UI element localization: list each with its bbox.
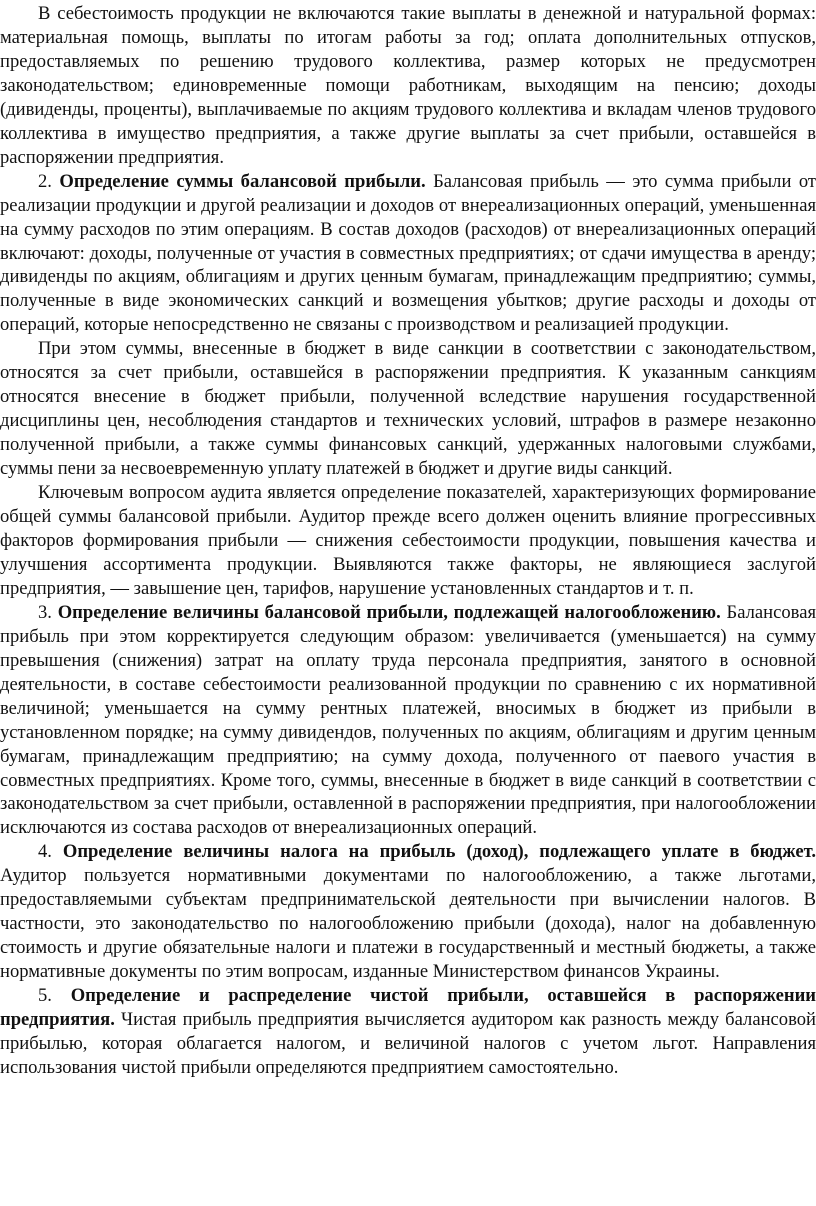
paragraph-text: Балансовая прибыль — это сумма прибыли от реализации продукции и другой реализации и доходов от внереализационных операций, уменьшенная на сумму расходов по этим операциям. В состав доходов (расходов) от внереализационных операций включают: доходы, полученные от участия в совместных предприятиях; от сдачи имущества в аренду; дивиденды по акциям, облигациям и других ценным бумагам, принадлежащим предприятию; суммы, полученные в виде экономических санкций и возмещения убытков; другие расходы и доходы от операций, которые непосредственно не связаны с производством и реализацией продукции. — [0, 170, 816, 336]
section-number: 3. — [38, 601, 58, 623]
paragraph-text: Чистая прибыль предприятия вычисляется аудитором как разность между балансовой прибылью, которая облагается налогом, и величиной налогов с учетом льгот. Направления использования чистой прибыли определяются предприятием самостоятельно. — [0, 1009, 816, 1078]
paragraph-section-5 — [0, 984, 816, 1080]
paragraph-cost-exclusions — [0, 2, 816, 170]
section-heading: Определение величины балансовой прибыли, подлежащей налогообложению. — [57, 601, 721, 623]
paragraph-text: Балансовая прибыль при этом корректируется следующим образом: увеличивается (уменьшается) на сумму превышения (снижения) затрат на оплату труда персонала предприятия, занятого в основной деятельности, в составе себестоимости реализованной продукции по сравнению с их нормативной величиной; уменьшается на сумму рентных платежей, вносимых в бюджет из прибыли в установленном порядке; на сумму дивидендов, полученных по акциям, облигациям и другим ценным бумагам, принадлежащим предприятию; на сумму дохода, полученного от паевого участия в совместных предприятиях. Кроме того, суммы, внесенные в бюджет в виде санкций в соответствии с законодательством за счет прибыли, оставленной в распоряжении предприятия, при налогообложении исключаются из состава расходов от внереализационных операций. — [0, 601, 816, 839]
paragraph-sanctions — [0, 337, 816, 481]
paragraph-section-3 — [0, 601, 816, 841]
paragraph-text: Аудитор пользуется нормативными документами по налогообложению, а также льготами, предоставляемыми субъектам предпринимательской деятельности при вычислении налогов. В частности, это законодательство по налогообложению прибыли (дохода), налог на добавленную стоимость и другие обязательные налоги и платежи в государственный и местный бюджеты, а также нормативные документы по этим вопросам, изданные Министерством финансов Украины. — [0, 865, 816, 983]
paragraph-audit-key-question — [0, 481, 816, 601]
paragraph-text: Ключевым вопросом аудита является определение показателей, характеризующих формирование общей суммы балансовой прибыли. Аудитор прежде всего должен оценить влияние прогрессивных факторов формирования прибыли — снижения себестоимости продукции, повышения качества и улучшения ассортимента продукции. Выявляются также факторы, не являющиеся заслугой предприятия, — завышение цен, тарифов, нарушение установленных стандартов и т. п. — [0, 482, 816, 599]
section-heading: Определение величины налога на прибыль (доход), подлежащего уплате в бюджет. — [62, 841, 816, 863]
paragraph-section-4 — [0, 840, 816, 984]
paragraph-text: При этом суммы, внесенные в бюджет в виде санкции в соответствии с законодательством, относятся за счет прибыли, оставшейся в распоряжении предприятия. К указанным санкциям относятся внесение в бюджет прибыли, полученной вследствие нарушения государственной дисциплины цен, несоблюдения стандартов и технических условий, штрафов в размере незаконно полученной прибыли, а также суммы финансовых санкций, удержанных налоговыми службами, суммы пени за несвоевременную уплату платежей в бюджет и другие виды санкций. — [0, 338, 816, 480]
paragraph-text: В себестоимость продукции не включаются такие выплаты в денежной и натуральной формах: материальная помощь, выплаты по итогам работы за год; оплата дополнительных отпусков, предоставляемых по решению трудового коллектива, размер которых не предусмотрен законодательством; единовременные помощи работникам, выходящим на пенсию; доходы (дивиденды, проценты), выплачиваемые по акциям трудового коллектива и вкладам членов трудового коллектива в имущество предприятия, а также другие выплаты за счет прибыли, оставшейся в распоряжении предприятия. — [0, 3, 816, 168]
paragraph-section-2 — [0, 170, 816, 338]
section-number: 5. — [38, 985, 71, 1007]
section-heading: Определение суммы балансовой прибыли. — [59, 170, 426, 192]
section-heading: Определение и распределение чистой прибыли, оставшейся в распоряжении предприятия. — [0, 985, 816, 1031]
section-number: 2. — [38, 170, 60, 192]
section-number: 4. — [38, 841, 63, 863]
